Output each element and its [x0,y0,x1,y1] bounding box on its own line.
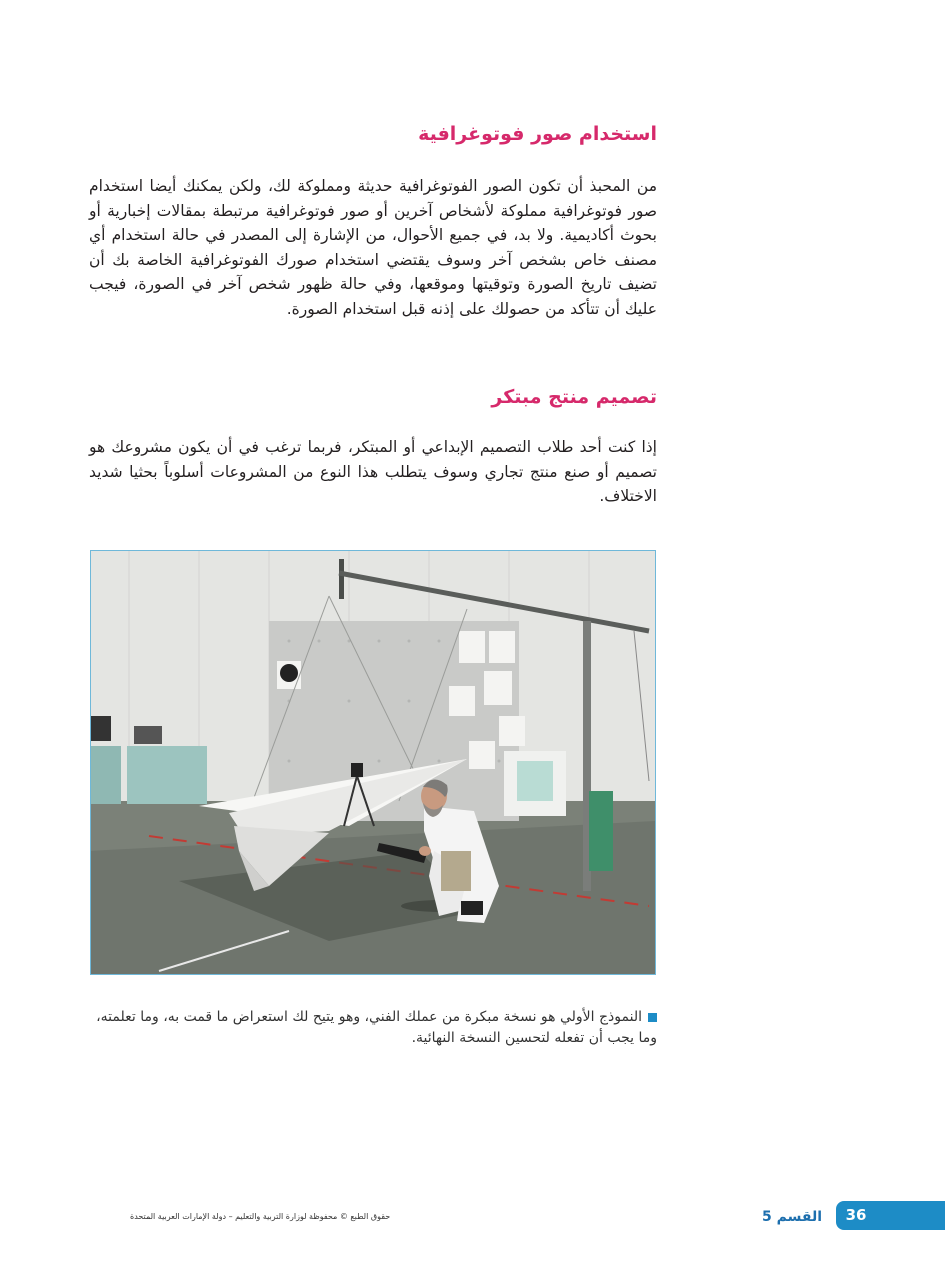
figure-caption [89,1007,657,1049]
page-number: 36 [845,1206,867,1224]
section-body-product-design: إذا كنت أحد طلاب التصميم الإبداعي أو المبتكر، فربما ترغب في أن يكون مشروعك هو تصميم أو صنع منتج تجاري وسوف يتطلب هذا النوع من المشروعات أسلوباً بحثيا شديد الاختلاف. [89,438,657,505]
photo-illustration [90,551,655,975]
section-heading-photographs: استخدام صور فوتوغرافية [418,123,657,145]
section-heading-product-design: تصميم منتج مبتكر [491,386,657,408]
figure-caption-text: النموذج الأولي هو نسخة مبكرة من عملك الفني، وهو يتيح لك استعراض ما قمت به، وما تعلمته، وما يجب أن تفعله لتحسين النسخة النهائية. [96,1009,657,1046]
caption-bullet-icon [648,1013,657,1022]
section-body-photographs: من المحبذ أن تكون الصور الفوتوغرافية حديثة ومملوكة لك، ولكن يمكنك أيضا استخدام صور فوتوغرافية مملوكة لأشخاص آخرين أو صور فوتوغرافية مرتبطة بمقالات إخبارية أو بحوث أكاديمية. ولا بد، في جميع الأحوال، من الإشارة إلى المصدر في حالة استخدام أي مصنف خاص بشخص آخر وسوف يقتضي استخدام صورك الفوتوغرافية الخاصة بك أن تضيف تاريخ الصورة وتوقيتها وموقعها، وفي حالة ظهور شخص آخر في الصورة، فيجب عليك أن تتأكد من حصولك على إذنه قبل استخدام الصورة. [89,177,657,318]
figure-photo-paper-plane-prototype [90,550,656,975]
footer-section-label: القسم 5 [762,1209,822,1225]
footer-copyright: حقوق الطبع © محفوظة لوزارة التربية والتعليم – دولة الإمارات العربية المتحدة [130,1212,391,1221]
